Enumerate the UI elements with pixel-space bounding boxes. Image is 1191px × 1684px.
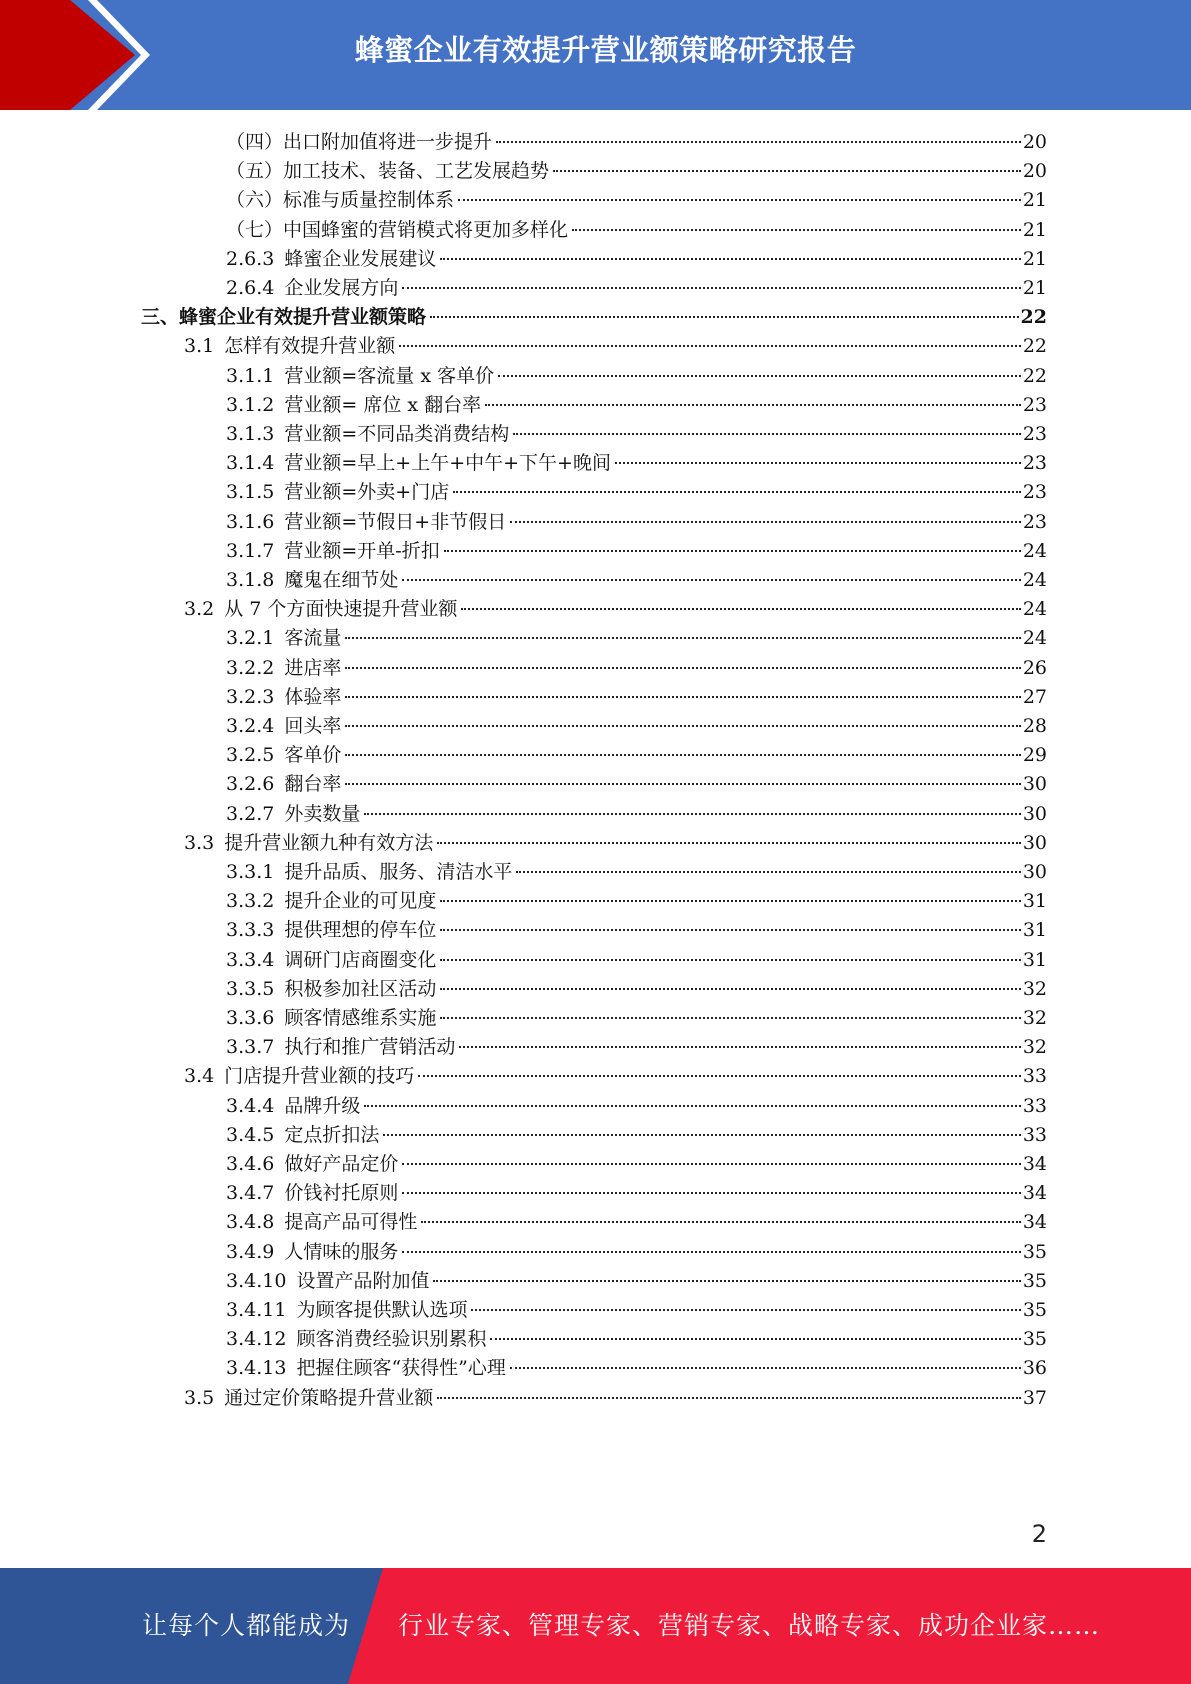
toc-leader-dots	[496, 141, 1021, 143]
page-header	[0, 0, 1191, 110]
toc-entry-page: 34	[1022, 1182, 1047, 1205]
toc-entry-number: 3.1	[184, 335, 215, 358]
toc-entry-number: 3.4.4	[226, 1094, 275, 1117]
toc-entry-page: 22	[1020, 306, 1047, 329]
toc-entry-number: 3.4.10	[226, 1269, 287, 1292]
toc-entry-text: （五）加工技术、装备、工艺发展趋势	[226, 160, 550, 183]
toc-entry-number: 3.1.7	[226, 539, 275, 562]
toc-leader-dots	[461, 608, 1020, 610]
toc-leader-dots	[459, 1046, 1020, 1048]
toc-entry-number: 3.3.6	[226, 1007, 275, 1029]
toc-entry-text: 营业额=早上+上午+中午+下午+晚间	[284, 452, 611, 475]
toc-entry[interactable]	[184, 331, 1047, 362]
toc-entry-page: 35	[1022, 1269, 1047, 1292]
toc-entry[interactable]	[226, 1120, 1047, 1151]
toc-leader-dots	[572, 229, 1021, 231]
toc-entry-text: 客单价	[284, 744, 342, 767]
toc-entry-text: 定点折扣法	[284, 1123, 380, 1146]
toc-entry-label	[226, 769, 343, 800]
toc-entry-label	[184, 594, 459, 625]
toc-entry-page: 21	[1022, 189, 1047, 212]
toc-entry-text: 顾客情感维系实施	[284, 1007, 437, 1029]
toc-entry-number: 3.1.5	[226, 481, 275, 504]
toc-leader-dots	[510, 1367, 1021, 1369]
toc-entry[interactable]	[226, 857, 1047, 888]
toc-entry-page: 31	[1022, 948, 1047, 971]
toc-entry-text: 三、蜂蜜企业有效提升营业额策略	[141, 306, 427, 329]
toc-entry-number: 3.4.6	[226, 1153, 275, 1175]
toc-entry-number: 2.6.4	[226, 277, 275, 299]
toc-leader-dots	[440, 988, 1020, 990]
toc-leader-dots	[345, 725, 1020, 727]
toc-entry-label	[184, 1061, 416, 1092]
toc-leader-dots	[510, 521, 1021, 523]
toc-entry-number: 3.1.6	[226, 510, 275, 533]
toc-leader-dots	[402, 579, 1020, 581]
toc-entry[interactable]	[226, 361, 1047, 392]
toc-entry-number: 3.2	[184, 598, 215, 621]
toc-leader-dots	[399, 345, 1021, 347]
toc-entry-text: 体验率	[284, 685, 342, 708]
toc-entry-number: 3.2.2	[226, 656, 275, 679]
toc-leader-dots	[345, 754, 1020, 756]
toc-entry-text: （四）出口附加值将进一步提升	[226, 131, 493, 153]
toc-entry-text: 营业额=开单-折扣	[284, 539, 440, 562]
toc-entry-number: 3.4.12	[226, 1328, 287, 1351]
toc-entry-text: （七）中国蜂蜜的营销模式将更加多样化	[226, 218, 569, 241]
toc-leader-dots	[345, 783, 1020, 785]
toc-entry[interactable]	[226, 1295, 1047, 1326]
toc-entry-label	[226, 1120, 381, 1151]
toc-entry-page: 32	[1022, 977, 1047, 1000]
toc-entry-text: 执行和推广营销活动	[284, 1036, 456, 1059]
toc-entry-label	[226, 419, 511, 450]
toc-entry-text: 营业额= 席位 x 翻台率	[284, 393, 482, 416]
toc-entry-text: 提升品质、服务、清洁水平	[284, 861, 513, 883]
toc-entry[interactable]	[226, 127, 1047, 158]
toc-entry-label	[226, 273, 400, 304]
report-title: 蜂蜜企业有效提升营业额策略研究报告	[354, 33, 857, 67]
toc-entry-label	[226, 1032, 457, 1063]
toc-leader-dots	[553, 170, 1021, 172]
toc-entry[interactable]	[226, 1266, 1047, 1297]
toc-entry-number: 3.2.7	[226, 802, 275, 825]
toc-entry-page: 30	[1022, 802, 1047, 825]
toc-leader-dots	[471, 1309, 1020, 1311]
toc-entry[interactable]	[226, 477, 1047, 508]
toc-entry-text: 做好产品定价	[284, 1153, 399, 1175]
toc-entry-label	[226, 711, 343, 742]
toc-entry-label	[226, 536, 442, 567]
toc-entry-page: 37	[1022, 1386, 1047, 1409]
toc-entry-number: 3.3.2	[226, 890, 275, 913]
toc-entry[interactable]	[226, 886, 1047, 917]
toc-entry[interactable]	[226, 565, 1047, 596]
toc-entry-number: 3.3.7	[226, 1036, 275, 1059]
toc-entry-number: 3.4.11	[226, 1299, 287, 1321]
toc-leader-dots	[440, 929, 1020, 931]
toc-entry-label	[226, 361, 496, 392]
toc-entry-number: 3.4.13	[226, 1357, 287, 1380]
footer-slogan-right: 行业专家、管理专家、营销专家、战略专家、成功企业家……	[398, 1611, 1101, 1640]
toc-entry-page: 30	[1022, 831, 1047, 854]
toc-entry[interactable]	[226, 273, 1047, 304]
toc-entry-page: 23	[1022, 510, 1047, 533]
toc-entry[interactable]	[226, 419, 1047, 450]
toc-entry-page: 32	[1022, 1036, 1047, 1059]
toc-entry-page: 20	[1022, 160, 1047, 183]
toc-entry-number: 3.3.4	[226, 948, 275, 971]
toc-leader-dots	[516, 871, 1020, 873]
toc-entry-page: 28	[1022, 715, 1047, 737]
toc-entry-text: 营业额=不同品类消费结构	[284, 423, 510, 445]
toc-entry-page: 21	[1022, 218, 1047, 241]
toc-entry-text: 提升营业额九种有效方法	[224, 831, 434, 854]
toc-entry-number: 3.2.5	[226, 744, 275, 767]
toc-leader-dots	[430, 316, 1019, 318]
toc-entry-page: 35	[1022, 1328, 1047, 1351]
toc-entry-text: 魔鬼在细节处	[284, 569, 399, 591]
toc-entry-number: 3.2.1	[226, 627, 275, 650]
toc-entry[interactable]	[226, 769, 1047, 800]
toc-entry[interactable]	[226, 1324, 1047, 1355]
toc-leader-dots	[402, 1163, 1020, 1165]
toc-entry[interactable]	[184, 1383, 1047, 1414]
toc-entry[interactable]	[226, 974, 1047, 1005]
toc-entry[interactable]	[226, 507, 1047, 538]
toc-leader-dots	[440, 959, 1020, 961]
toc-leader-dots	[345, 696, 1020, 698]
toc-entry-number: 3.4.9	[226, 1240, 275, 1263]
toc-entry[interactable]	[226, 711, 1047, 742]
toc-entry-number: 3.2.4	[226, 715, 275, 737]
toc-entry-label	[226, 682, 343, 713]
toc-entry-page: 24	[1022, 569, 1047, 591]
toc-entry-page: 35	[1022, 1299, 1047, 1321]
toc-entry-page: 34	[1022, 1153, 1047, 1175]
toc-entry-page: 21	[1022, 277, 1047, 299]
toc-entry-label	[226, 945, 438, 976]
toc-entry-text: 品牌升级	[284, 1094, 361, 1117]
toc-entry[interactable]	[226, 536, 1047, 567]
toc-entry-label	[226, 1207, 419, 1238]
toc-leader-dots	[345, 667, 1020, 669]
toc-entry[interactable]	[184, 1061, 1047, 1092]
toc-entry[interactable]	[226, 1003, 1047, 1034]
toc-entry-number: 3.1.3	[226, 423, 275, 445]
toc-leader-dots	[440, 1017, 1020, 1019]
toc-entry-text: 外卖数量	[284, 802, 361, 825]
toc-leader-dots	[453, 491, 1021, 493]
toc-entry[interactable]	[226, 945, 1047, 976]
toc-entry-page: 22	[1022, 364, 1047, 387]
toc-entry[interactable]	[184, 594, 1047, 625]
toc-entry-label	[226, 565, 400, 596]
toc-leader-dots	[421, 1221, 1020, 1223]
toc-entry-number: 3.4.5	[226, 1123, 275, 1146]
toc-entry-label	[226, 653, 343, 684]
toc-entry-label	[226, 799, 362, 830]
toc-entry[interactable]	[226, 1353, 1047, 1384]
toc-leader-dots	[364, 1105, 1020, 1107]
toc-entry-label	[226, 623, 343, 654]
toc-leader-dots	[498, 375, 1021, 377]
toc-entry[interactable]	[226, 1237, 1047, 1268]
toc-entry-text: 提供理想的停车位	[284, 919, 437, 942]
toc-entry-text: 翻台率	[284, 773, 342, 796]
toc-entry-label	[226, 507, 508, 538]
toc-entry-text: 设置产品附加值	[296, 1269, 430, 1292]
toc-entry-text: 门店提升营业额的技巧	[224, 1065, 415, 1088]
toc-entry-page: 21	[1022, 247, 1047, 270]
toc-entry-number: 3.5	[184, 1386, 215, 1409]
toc-entry-page: 34	[1022, 1211, 1047, 1234]
toc-entry-page: 26	[1022, 656, 1047, 679]
toc-entry-number: 3.1.2	[226, 393, 275, 416]
toc-entry[interactable]	[226, 1207, 1047, 1238]
toc-entry-page: 23	[1022, 452, 1047, 475]
toc-entry-text: 从 7 个方面快速提升营业额	[224, 598, 458, 621]
toc-entry-text: 提高产品可得性	[284, 1211, 418, 1234]
toc-entry[interactable]	[226, 682, 1047, 713]
toc-entry-text: 把握住顾客“获得性”心理	[296, 1357, 506, 1380]
toc-entry-text: 怎样有效提升营业额	[224, 335, 396, 358]
toc-entry-label	[226, 390, 483, 421]
toc-entry[interactable]	[226, 185, 1047, 216]
toc-entry-number: 3.4.8	[226, 1211, 275, 1234]
toc-entry-page: 27	[1022, 685, 1047, 708]
toc-entry-text: 企业发展方向	[284, 277, 399, 299]
toc-entry-label	[226, 974, 438, 1005]
toc-entry-number: 3.3	[184, 831, 215, 854]
toc-entry-label	[226, 886, 438, 917]
toc-entry[interactable]	[226, 1149, 1047, 1180]
toc-entry-label	[226, 857, 514, 888]
toc-entry-label	[226, 156, 551, 187]
toc-entry[interactable]	[226, 623, 1047, 654]
toc-entry-text: 顾客消费经验识别累积	[296, 1328, 487, 1351]
toc-entry-label	[226, 215, 570, 246]
toc-entry-label	[226, 1091, 362, 1122]
toc-entry-label	[184, 331, 397, 362]
toc-entry[interactable]	[226, 653, 1047, 684]
page-footer	[0, 1568, 1191, 1684]
toc-entry[interactable]	[226, 215, 1047, 246]
toc-leader-dots	[440, 900, 1020, 902]
toc-entry-page: 24	[1022, 598, 1047, 621]
toc-entry-label	[141, 302, 428, 333]
toc-entry-number: 3.3.3	[226, 919, 275, 942]
toc-entry-text: 回头率	[284, 715, 342, 737]
toc-leader-dots	[364, 813, 1020, 815]
footer-slogan-left: 让每个人都能成为	[142, 1611, 351, 1640]
toc-leader-dots	[485, 404, 1021, 406]
toc-entry-number: 3.3.1	[226, 861, 275, 883]
toc-entry-label	[226, 1178, 400, 1209]
toc-entry-page: 24	[1022, 539, 1047, 562]
toc-leader-dots	[402, 1192, 1020, 1194]
toc-entry-label	[226, 915, 438, 946]
toc-entry-label	[226, 127, 494, 158]
toc-leader-dots	[437, 1397, 1021, 1399]
toc-entry-page: 23	[1022, 481, 1047, 504]
toc-entry[interactable]	[226, 1032, 1047, 1063]
toc-entry-number: 3.4.7	[226, 1182, 275, 1205]
toc-entry-page: 30	[1022, 773, 1047, 796]
toc-entry[interactable]	[226, 448, 1047, 479]
toc-leader-dots	[433, 1280, 1020, 1282]
toc-entry-label	[226, 244, 438, 275]
toc-entry-text: 营业额=节假日+非节假日	[284, 510, 507, 533]
toc-entry-text: 进店率	[284, 656, 342, 679]
toc-entry-number: 3.3.5	[226, 977, 275, 1000]
toc-leader-dots	[383, 1134, 1020, 1136]
toc-entry-page: 33	[1022, 1123, 1047, 1146]
toc-entry-label	[226, 740, 343, 771]
toc-entry[interactable]	[226, 244, 1047, 275]
toc-entry[interactable]	[226, 390, 1047, 421]
toc-entry-text: 提升企业的可见度	[284, 890, 437, 913]
toc-entry[interactable]	[226, 156, 1047, 187]
toc-leader-dots	[418, 1075, 1021, 1077]
toc-entry-number: 3.2.6	[226, 773, 275, 796]
toc-entry-number: 3.1.4	[226, 452, 275, 475]
toc-leader-dots	[458, 199, 1021, 201]
toc-entry-label	[226, 1295, 469, 1326]
toc-entry[interactable]	[226, 915, 1047, 946]
toc-entry-page: 36	[1022, 1357, 1047, 1380]
toc-entry-page: 23	[1022, 393, 1047, 416]
toc-leader-dots	[444, 550, 1021, 552]
toc-entry-label	[184, 1383, 435, 1414]
toc-entry-number: 3.4	[184, 1065, 215, 1088]
toc-leader-dots	[345, 637, 1020, 639]
toc-entry-page: 23	[1022, 423, 1047, 445]
toc-entry-label	[226, 477, 451, 508]
toc-entry-text: 营业额=外卖+门店	[284, 481, 450, 504]
toc-entry-text: 价钱衬托原则	[284, 1182, 399, 1205]
toc-entry[interactable]	[184, 828, 1047, 859]
toc-entry-page: 33	[1022, 1094, 1047, 1117]
toc-entry[interactable]	[226, 740, 1047, 771]
toc-entry[interactable]	[226, 799, 1047, 830]
toc-entry-label	[226, 448, 613, 479]
toc-leader-dots	[615, 462, 1021, 464]
toc-entry-label	[226, 1353, 508, 1384]
toc-entry-label	[226, 1003, 438, 1034]
toc-entry-text: 蜂蜜企业发展建议	[284, 247, 437, 270]
toc-entry-number: 3.2.3	[226, 685, 275, 708]
toc-leader-dots	[437, 842, 1021, 844]
toc-entry-page: 22	[1022, 335, 1047, 358]
toc-entry-label	[226, 1149, 400, 1180]
toc-entry-label	[226, 1266, 431, 1297]
toc-entry-number: 3.1.1	[226, 364, 275, 387]
toc-entry[interactable]	[141, 302, 1047, 333]
toc-entry-label	[184, 828, 435, 859]
toc-entry-number: 2.6.3	[226, 247, 275, 270]
toc-entry-text: （六）标准与质量控制体系	[226, 189, 455, 212]
toc-entry-page: 24	[1022, 627, 1047, 650]
toc-entry-page: 31	[1022, 890, 1047, 913]
page-number: 2	[1031, 1520, 1047, 1548]
toc-entry-text: 客流量	[284, 627, 342, 650]
toc-entry-text: 调研门店商圈变化	[284, 948, 437, 971]
toc-entry[interactable]	[226, 1178, 1047, 1209]
toc-entry-page: 20	[1022, 131, 1047, 153]
toc-leader-dots	[440, 258, 1020, 260]
toc-entry-page: 33	[1022, 1065, 1047, 1088]
toc-entry-text: 积极参加社区活动	[284, 977, 437, 1000]
toc-entry-page: 35	[1022, 1240, 1047, 1263]
toc-entry-label	[226, 185, 456, 216]
toc-entry-page: 31	[1022, 919, 1047, 942]
toc-leader-dots	[402, 1251, 1020, 1253]
toc-leader-dots	[402, 287, 1020, 289]
toc-entry-text: 营业额=客流量 x 客单价	[284, 364, 495, 387]
toc-entry-number: 3.1.8	[226, 569, 275, 591]
toc-leader-dots	[490, 1338, 1020, 1340]
toc-entry-label	[226, 1324, 488, 1355]
toc-entry-text: 为顾客提供默认选项	[296, 1299, 468, 1321]
toc-entry-label	[226, 1237, 400, 1268]
toc-entry-page: 32	[1022, 1007, 1047, 1029]
toc-entry[interactable]	[226, 1091, 1047, 1122]
toc-entry-text: 通过定价策略提升营业额	[224, 1386, 434, 1409]
toc-entry-page: 29	[1022, 744, 1047, 767]
toc-leader-dots	[513, 433, 1021, 435]
toc-entry-text: 人情味的服务	[284, 1240, 399, 1263]
toc-entry-page: 30	[1022, 861, 1047, 883]
